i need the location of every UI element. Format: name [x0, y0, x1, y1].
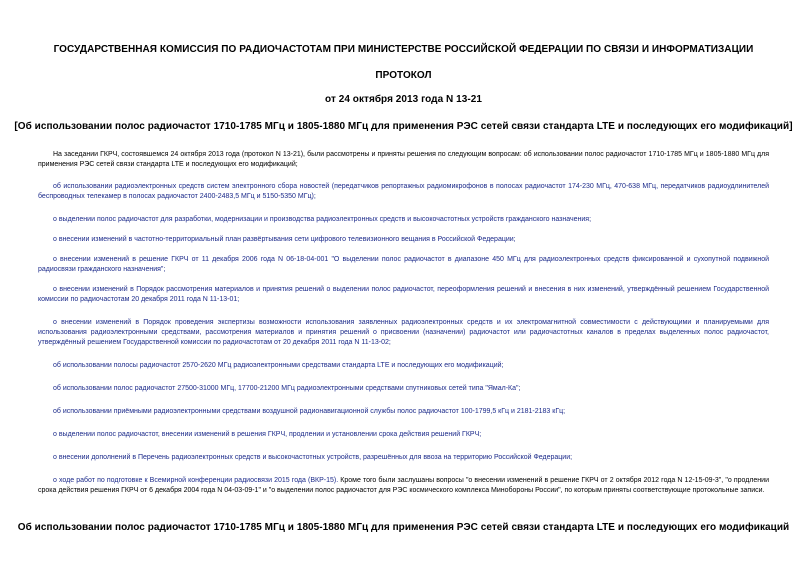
agenda-item-link[interactable]: о внесении изменений в частотно-территориальный план развёртывания сети цифрового телевизионного вещания в Российской Федерации;	[53, 236, 516, 243]
agenda-item-link[interactable]: об использовании радиоэлектронных средств систем электронного сбора новостей (передатчиков репортажных радиомикрофонов в полосах радиочастот 174-230 МГц, 470-638 МГц, передатчиков радиоудлинителей беспроводных телекамер в полосах радиочастот 2400-2483,5 МГц и 5150-5350 МГц);	[38, 183, 769, 200]
agenda-item-link[interactable]: о внесении изменений в решение ГКРЧ от 11 декабря 2006 года N 06-18-04-001 "О выделении полос радиочастот в диапазоне 450 МГц для радиоэлектронных средств фиксированной и сухопутной подвижной радиосвязи гражданского назначения";	[38, 256, 769, 273]
agenda-item-link[interactable]: о ходе работ по подготовке к Всемирной конференции радиосвязи 2015 года (ВКР-15).	[53, 477, 339, 484]
agenda-item-link[interactable]: об использовании полос радиочастот 27500-31000 МГц, 17700-21200 МГц радиоэлектронными средствами спутниковых сетей типа "Ямал-Ка";	[53, 385, 521, 392]
protocol-subject: [Об использовании полос радиочастот 1710-1785 МГц и 1805-1880 МГц для применения РЭС сетей связи стандарта LTE и последующих его модификаций]	[14, 121, 793, 132]
closing-text: Кроме того были заслушаны вопросы "о внесении изменений в решение ГКРЧ от 2 октября 2012 года N 12-15-09-3", "о продлении срока действия решения ГКРЧ от 6 декабря 2004 года N 04-03-09-1" и "о выделении полос радиочастот для РЭС космического комплекса Минобороны России", по которым приняты соответствующие протокольные записи.	[38, 477, 769, 494]
closing-paragraph	[38, 476, 769, 496]
agenda-item-link[interactable]: о внесении дополнений в Перечень радиоэлектронных средств и высокочастотных устройств, разрешённых для ввоза на территорию Российской Федерации;	[53, 454, 573, 461]
agenda-item-link[interactable]: о внесении изменений в Порядок рассмотрения материалов и принятия решений о выделении полос радиочастот, переоформления решений и внесения в них изменений, утверждённый решением Государственной комиссии по радиочастотам 20 декабря 2011 года N 11-13-01;	[38, 286, 769, 303]
intro-paragraph: На заседании ГКРЧ, состоявшемся 24 октября 2013 года (протокол N 13-21), были рассмотрены и приняты решения по следующим вопросам: об использовании полос радиочастот 1710-1785 МГц и 1805-1880 МГц для применения РЭС сетей связи стандарта LTE и последующих его модификаций;	[38, 151, 769, 168]
agenda-item-link[interactable]: о выделении полос радиочастот для разработки, модернизации и производства радиоэлектронных средств и высокочастотных устройств гражданского назначения;	[53, 216, 592, 223]
protocol-date: от 24 октября 2013 года N 13-21	[325, 94, 482, 105]
agenda-item-link[interactable]: о выделении полос радиочастот, внесении изменений в решения ГКРЧ, продлении и установлении срока действия решений ГКРЧ;	[53, 431, 482, 438]
agenda-item-link[interactable]: о внесении изменений в Порядок проведения экспертизы возможности использования заявленных радиоэлектронных средств и их электромагнитной совместимости с действующими и планируемыми для использования радиоэлектронными средствами, рассмотрения материалов и принятия решений о присвоении (назначении) радиочастот или радиочастотных каналов в пределах выделенных полос радиочастот, утверждённый решением Государственной комиссии по радиочастотам от 20 декабря 2011 года N 11-13-02;	[38, 319, 769, 346]
protocol-title: ПРОТОКОЛ	[375, 70, 432, 81]
agenda-item-link[interactable]: об использовании полосы радиочастот 2570-2620 МГц радиоэлектронными средствами стандарта LTE и последующих его модификаций;	[53, 362, 504, 369]
commission-title: ГОСУДАРСТВЕННАЯ КОМИССИЯ ПО РАДИОЧАСТОТАМ ПРИ МИНИСТЕРСТВЕ РОССИЙСКОЙ ФЕДЕРАЦИИ ПО СВЯЗИ И ИНФОРМАТИЗАЦИИ	[53, 44, 754, 55]
protocol-body	[38, 150, 769, 496]
agenda-item-link[interactable]: об использовании приёмными радиоэлектронными средствами воздушной радионавигационной службы полос радиочастот 100-1799,5 кГц и 2181-2183 кГц;	[53, 408, 566, 415]
section-heading: Об использовании полос радиочастот 1710-1785 МГц и 1805-1880 МГц для применения РЭС сетей связи стандарта LTE и последующих его модификаций	[17, 522, 790, 533]
